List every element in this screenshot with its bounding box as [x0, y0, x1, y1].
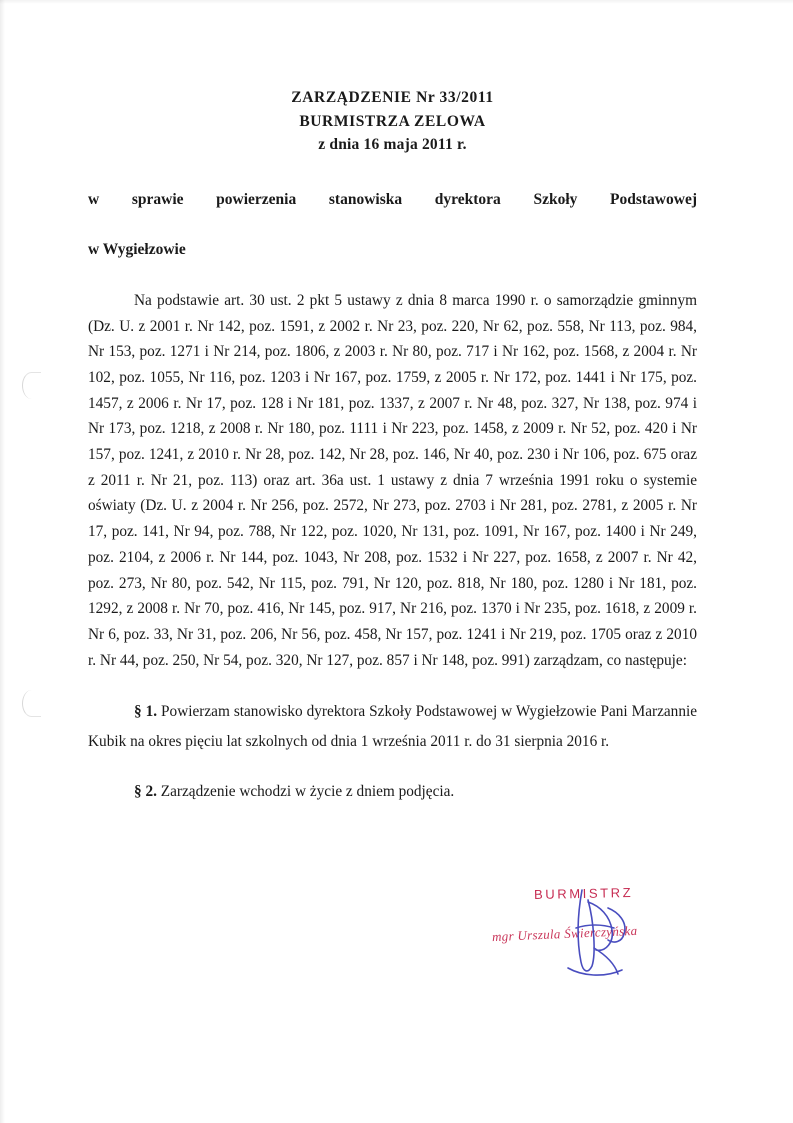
paragraph-1-marker: § 1.	[134, 703, 158, 721]
subject-line-1: w sprawie powierzenia stanowiska dyrektora Szkoły Podstawowej	[88, 190, 697, 208]
paragraph-2	[88, 779, 697, 805]
paragraph-2-marker: § 2.	[134, 782, 157, 800]
title-line-ordinance: ZARZĄDZENIE Nr 33/2011	[291, 89, 494, 106]
paragraph-1-text: Powierzam stanowisko dyrektora Szkoły Podstawowej w Wygiełzowie Pani Marzannie Kubik na okres pięciu lat szkolnych od dnia 1 września 2011 r. do 31 sierpnia 2016 r.	[88, 703, 698, 751]
signature-name: mgr Urszula Świerczyńska	[491, 922, 638, 945]
document-subject	[88, 187, 697, 262]
title-line-date: z dnia 16 maja 2011 r.	[318, 136, 467, 154]
binder-hole-mark-top	[22, 372, 41, 399]
legal-basis-paragraph: Na podstawie art. 30 ust. 2 pkt 5 ustawy z dnia 8 marca 1990 r. o samorządzie gminnym (Dz. U. z 2001 r. Nr 142, poz. 1591, z 2002 r. Nr 23, poz. 220, Nr 62, poz. 558, Nr 113, poz. 984, Nr 153, poz. 1271 i Nr 214, poz. 1806, z 2003 r. Nr 80, poz. 717 i Nr 162, poz. 1568, z 2004 r. Nr 102, poz. 1055, Nr 116, poz. 1203 i Nr 167, poz. 1759, z 2005 r. Nr 172, poz. 1441 i Nr 175, poz. 1457, z 2006 r. Nr 17, poz. 128 i Nr 181, poz. 1337, z 2007 r. Nr 48, poz. 327, Nr 138, poz. 974 i Nr 173, poz. 1218, z 2008 r. Nr 180, poz. 1111 i Nr 223, poz. 1458, z 2009 r. Nr 52, poz. 420 i Nr 157, poz. 1241, z 2010 r. Nr 28, poz. 142, Nr 28, poz. 146, Nr 40, poz. 230 i Nr 106, poz. 675 oraz z 2011 r. Nr 21, poz. 113) oraz art. 36a ust. 1 ustawy z dnia 7 września 1991 roku o systemie oświaty (Dz. U. z 2004 r. Nr 256, poz. 2572, Nr 273, poz. 2703 i Nr 281, poz. 2781, z 2005 r. Nr 17, poz. 141, Nr 94, poz. 788, Nr 122, poz. 1020, Nr 131, poz. 1091, Nr 167, poz. 1400 i Nr 249, poz. 2104, z 2006 r. Nr 144, poz. 1043, Nr 208, poz. 1532 i Nr 227, poz. 1658, z 2007 r. Nr 42, poz. 273, Nr 80, poz. 542, Nr 115, poz. 791, Nr 120, poz. 818, Nr 180, poz. 1280 i Nr 181, poz. 1292, z 2008 r. Nr 70, poz. 416, Nr 145, poz. 917, Nr 216, poz. 1370 i Nr 235, poz. 1618, z 2009 r. Nr 6, poz. 33, Nr 31, poz. 206, Nr 56, poz. 458, Nr 157, poz. 1241 i Nr 219, poz. 1705 oraz z 2010 r. Nr 44, poz. 250, Nr 54, poz. 320, Nr 127, poz. 857 i Nr 148, poz. 991) zarządzam, co następuje:	[88, 291, 697, 669]
subject-line-2: w Wygiełzowie	[88, 240, 186, 258]
signature-block	[492, 872, 702, 982]
paragraph-1	[88, 697, 697, 757]
title-line-authority: BURMISTRZA ZELOWA	[299, 112, 486, 130]
paragraph-2-text: Zarządzenie wchodzi w życie z dniem podjęcia.	[160, 782, 455, 800]
page-edge-shadow-left	[0, 0, 5, 1123]
page-edge-shadow-top	[0, 0, 793, 4]
document-title	[88, 86, 697, 157]
binder-hole-mark-bottom	[22, 690, 41, 717]
signature-role: BURMISTRZ	[533, 884, 634, 903]
